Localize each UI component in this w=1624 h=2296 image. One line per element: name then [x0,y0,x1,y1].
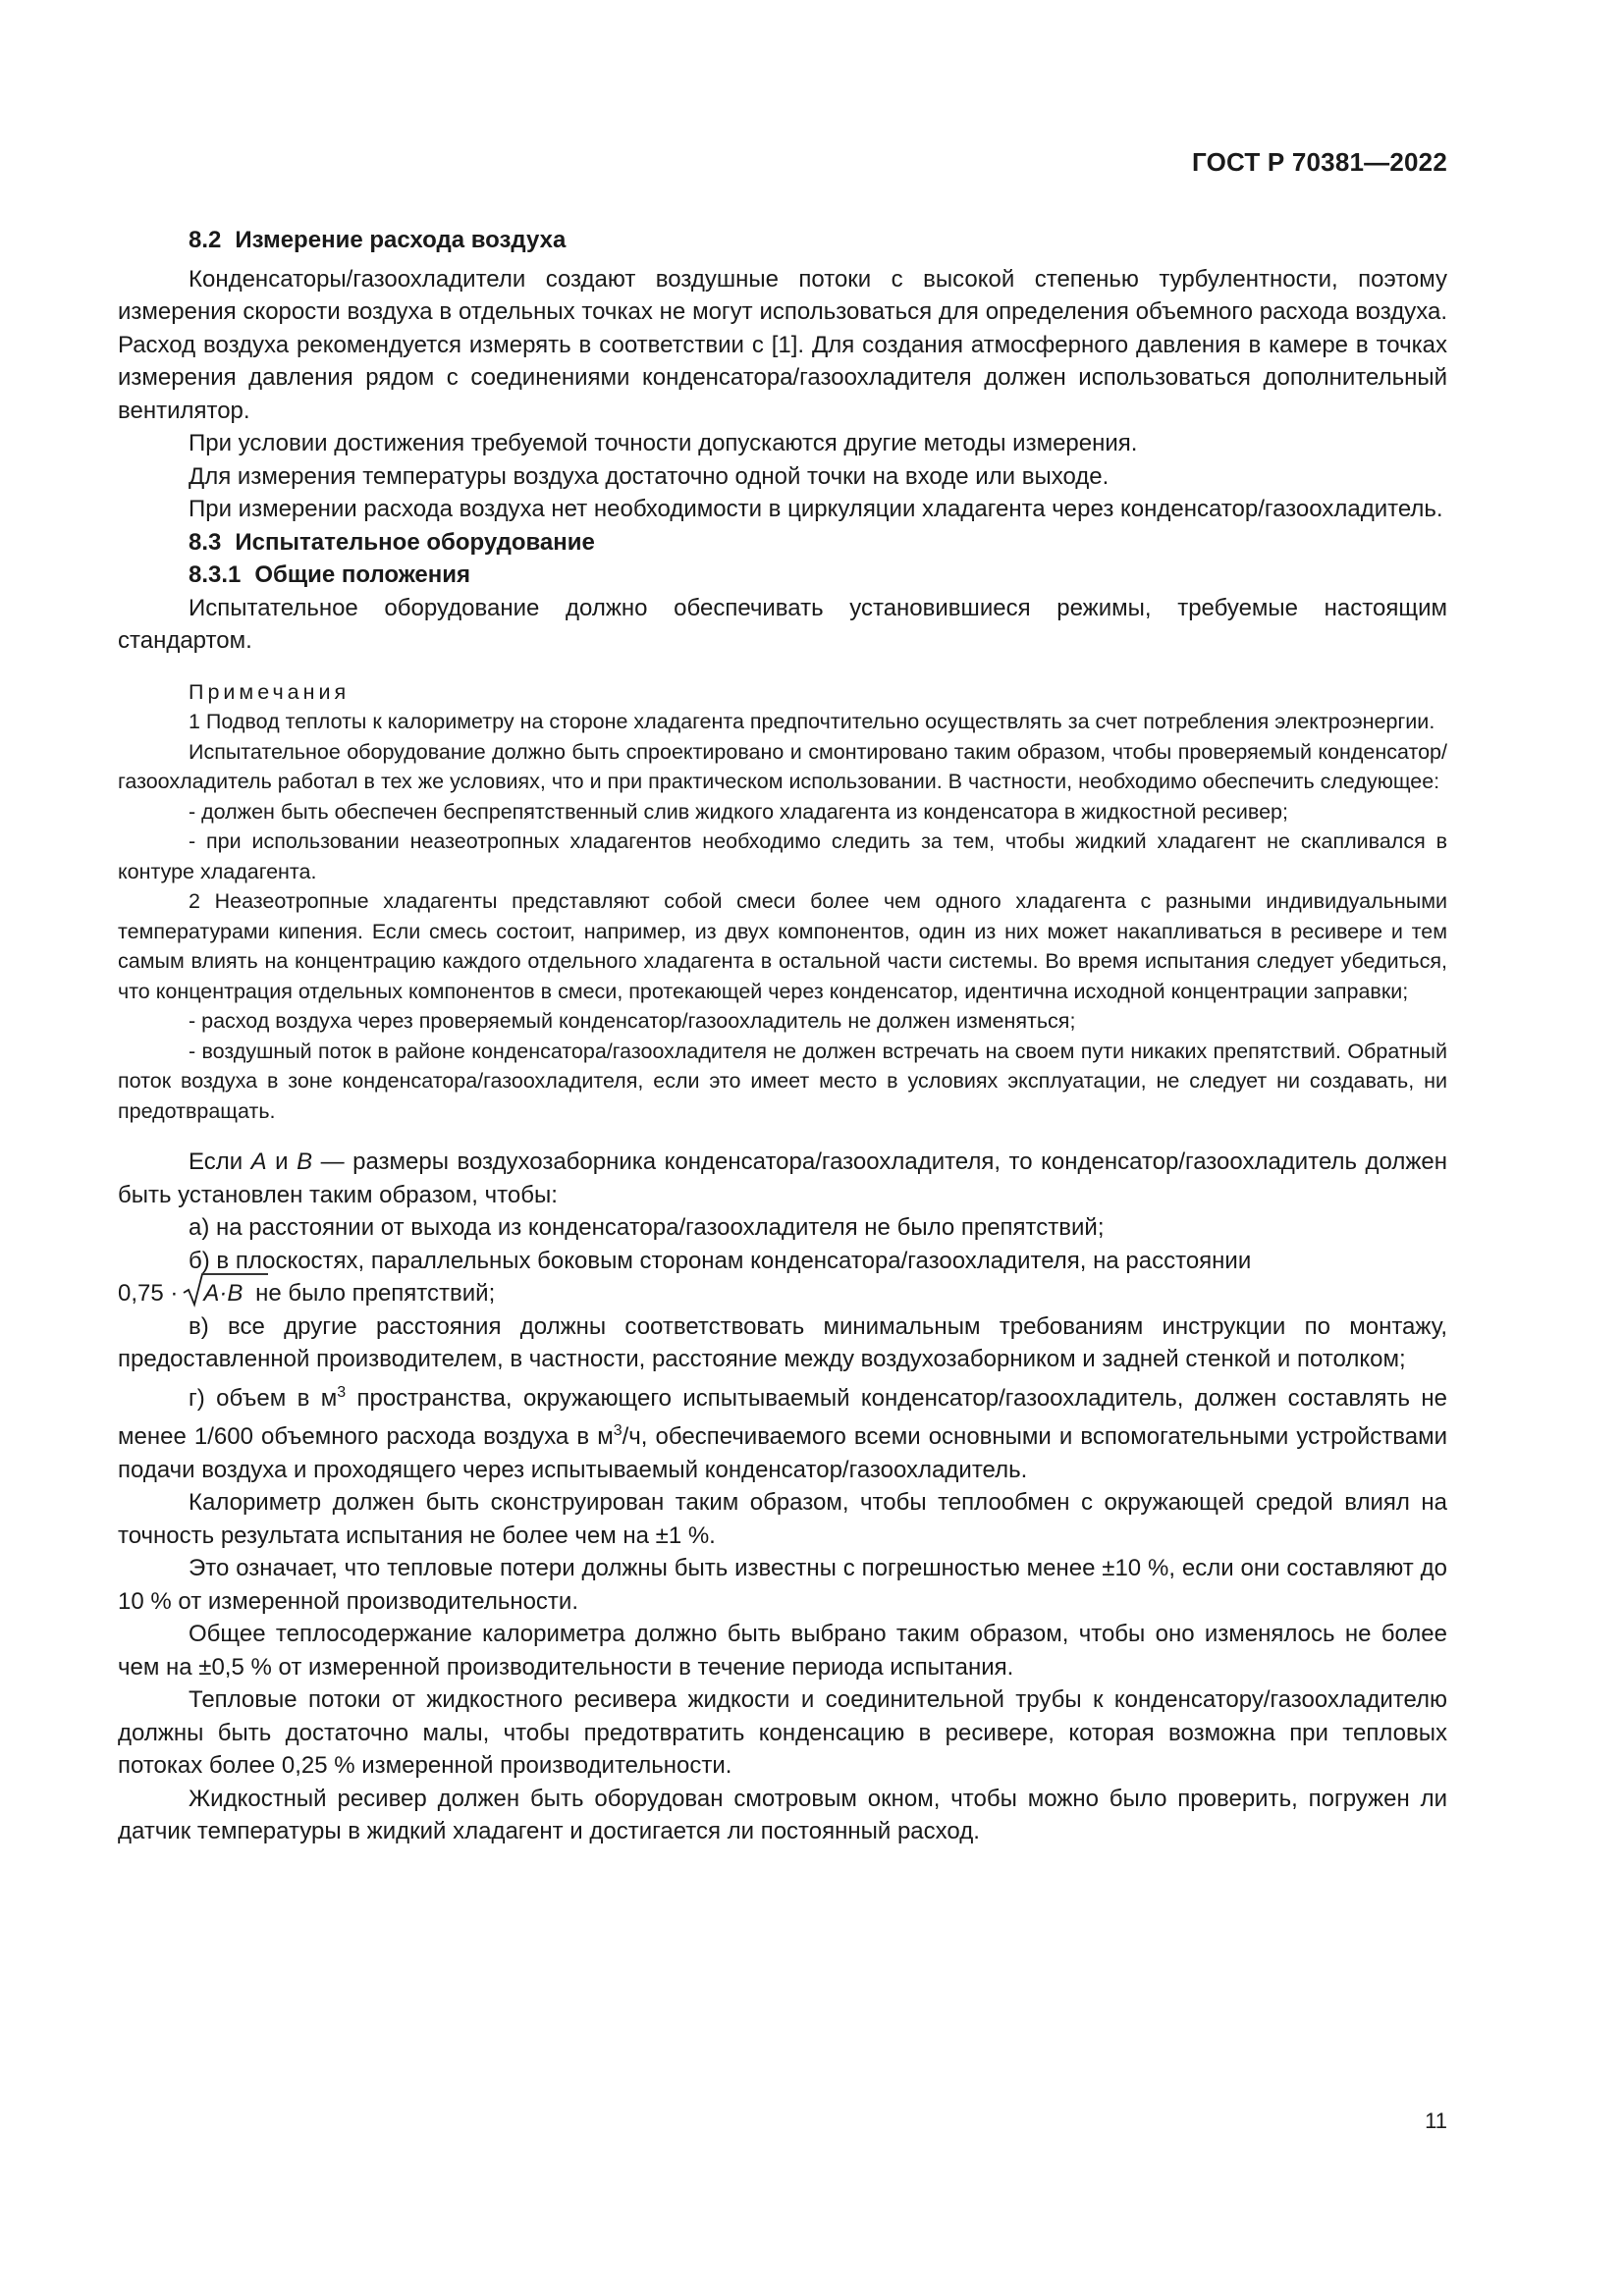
formula-tail: не было препятствий; [255,1280,496,1307]
section-number: 8.3 [189,528,222,556]
text-run: г) объем в м [189,1384,338,1412]
text-run: и [266,1148,298,1175]
var-a: A [250,1148,267,1175]
page-number: 11 [1425,2109,1447,2133]
section-title: Испытательное оборудование [235,528,595,556]
note-item: 2 Неазеотропные хладагенты представляют собой смеси более чем одного хладагента с разными индивидуальными температурами кипения. Если смесь состоит, например, из двух компонентов, один из них может накапливаться в ресивере и тем самым влиять на концентрацию каждого отдельного хладагента в остальной части системы. Во время испытания следует убедиться, что концентрация отдельных компонентов в смеси, протекающей через конденсатор, идентична исходной концентрации заправки; [118,889,1447,1003]
section-8-3-heading [118,526,1447,560]
document-header-id: ГОСТ Р 70381—2022 [1192,147,1447,177]
sqrt-formula [182,1277,243,1310]
list-item-b: б) в плоскостях, параллельных боковым сторонам конденсатора/газоохладителя, на расстоянии [189,1247,1252,1274]
paragraph: При условии достижения требуемой точности допускаются другие методы измерения. [189,430,1138,456]
section-number: 8.3.1 [189,561,242,588]
var-b: B [297,1148,313,1175]
formula-coef: 0,75 · [118,1280,179,1307]
paragraph: Жидкостный ресивер должен быть оборудован смотровым окном, чтобы можно было проверить, погружен ли датчик температуры в жидкий хладагент и достигается ли постоянный расход. [118,1785,1447,1844]
superscript: 3 [337,1383,347,1401]
section-title: Измерение расхода воздуха [235,227,567,253]
text-run: /ч, обеспечиваемого всеми основными и вспомогательными устройствами подачи воздуха и проходящего через испытываемый конденсатор/газоохладитель. [118,1423,1447,1483]
paragraph: Конденсаторы/газоохладители создают воздушные потоки с высокой степенью турбулентности, поэтому измерения скорости воздуха в отдельных точках не могут использоваться для определения объемного расхода воздуха. Расход воздуха рекомендуется измерять в соответствии с [1]. Для создания атмосферного давления в камере в точках измерения давления рядом с соединениями конденсатора/газоохладителя должен использоваться дополнительный вентилятор. [118,265,1447,424]
formula-line [118,1277,1447,1310]
section-8-2-heading [118,224,1447,257]
superscript: 3 [613,1422,623,1439]
paragraph: Испытательное оборудование должно обеспечивать установившиеся режимы, требуемые настоящим стандартом. [118,594,1447,654]
text-run: — размеры воздухозаборника конденсатора/газоохладителя, то конденсатор/газоохладитель должен быть установлен таким образом, чтобы: [118,1148,1447,1208]
paragraph [118,1146,1447,1211]
note-dash-item: - при использовании неазеотропных хладагентов необходимо следить за тем, чтобы жидкий хладагент не скапливался в контуре хладагента. [118,829,1447,883]
note-dash-item: - воздушный поток в районе конденсатора/газоохладителя не должен встречать на своем пути никаких препятствий. Обратный поток воздуха в зоне конденсатора/газоохладителя, если это имеет место в условиях эксплуатации, не следует ни создавать, ни предотвращать. [118,1039,1447,1123]
text-run: Если [189,1148,251,1175]
section-8-3-1-heading [118,559,1447,592]
list-item-v: в) все другие расстояния должны соответствовать минимальным требованиям инструкции по монтажу, предоставленной производителем, в частности, расстояние между воздухозаборником и задней стенкой и потолком; [118,1312,1447,1372]
list-item-a: а) на расстоянии от выхода из конденсатора/газоохладителя не было препятствий; [189,1214,1105,1241]
note-dash-item: - расход воздуха через проверяемый конденсатор/газоохладитель не должен изменяться; [189,1009,1076,1033]
paragraph: Тепловые потоки от жидкостного ресивера жидкости и соединительной трубы к конденсатору/газоохладителю должны быть достаточно малы, чтобы предотвратить конденсацию в ресивере, которая возможна при тепловых потоках более 0,25 % измеренной производительности. [118,1686,1447,1779]
note-dash-item: - должен быть обеспечен беспрепятственный слив жидкого хладагента из конденсатора в жидкостной ресивер; [189,799,1288,824]
sqrt-sign-icon [182,1271,270,1308]
notes-block [118,677,1447,1127]
text-run: пространства, окружающего испытываемый конденсатор/газоохладитель, должен составлять не менее 1/600 объемного расхода воздуха в м [118,1384,1447,1450]
paragraph: Калориметр должен быть сконструирован таким образом, чтобы теплообмен с окружающей средой влиял на точность результата испытания не более чем на ±1 %. [118,1489,1447,1549]
note-item: 1 Подвод теплоты к калориметру на стороне хладагента предпочтительно осуществлять за счет потребления электроэнергии. [189,710,1435,733]
list-item-g [118,1376,1447,1487]
paragraph: Это означает, что тепловые потери должны быть известны с погрешностью менее ±10 %, если они составляют до 10 % от измеренной производительности. [118,1555,1447,1615]
paragraph: Общее теплосодержание калориметра должно быть выбрано таким образом, чтобы оно изменялось не более чем на ±0,5 % от измеренной производительности в течение периода испытания. [118,1621,1447,1681]
page-content [118,224,1447,1848]
note-paragraph: Испытательное оборудование должно быть спроектировано и смонтировано таким образом, чтобы проверяемый конденсатор/газоохладитель работал в тех же условиях, что и при практическом использовании. В частности, необходимо обеспечить следующее: [118,739,1447,793]
paragraph: При измерении расхода воздуха нет необходимости в циркуляции хладагента через конденсатор/газоохладитель. [189,496,1443,522]
notes-title: Примечания [189,679,351,704]
paragraph: Для измерения температуры воздуха достаточно одной точки на входе или выходе. [189,462,1110,490]
section-title: Общие положения [254,561,471,588]
section-number: 8.2 [189,227,222,253]
formula-radicand: A·B [203,1280,244,1307]
